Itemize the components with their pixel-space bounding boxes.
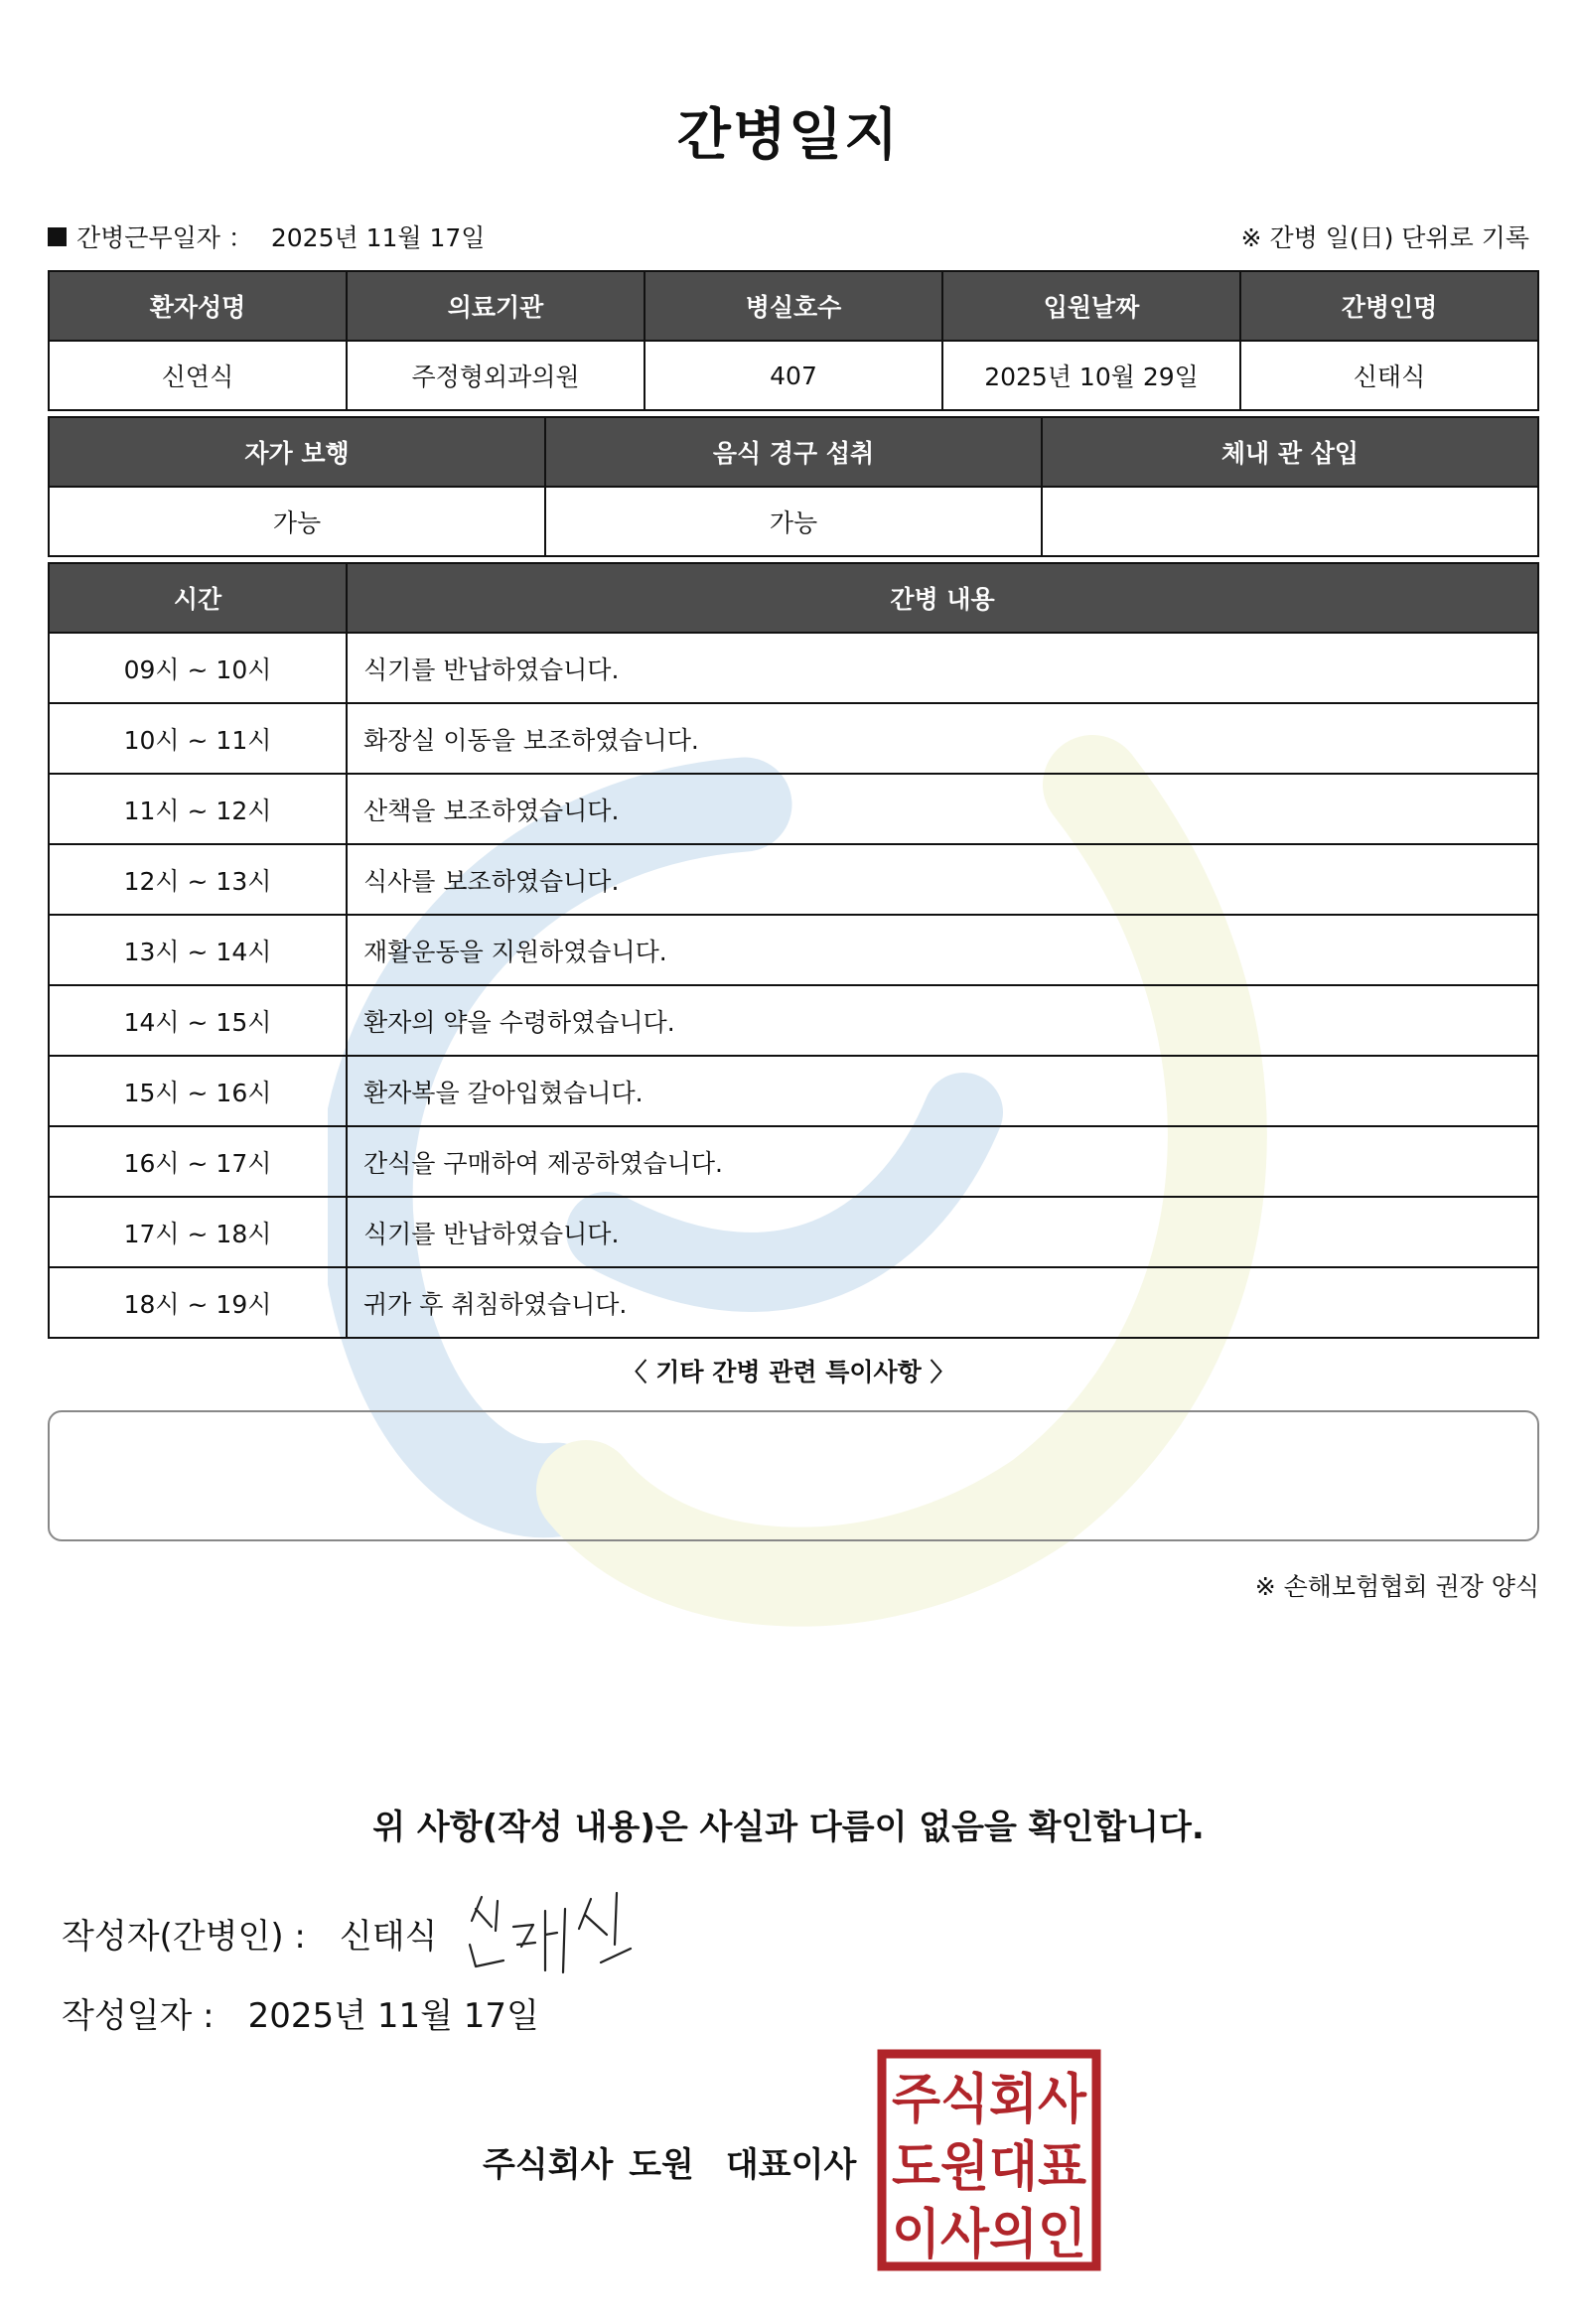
self-walking-value: 가능 — [49, 487, 545, 556]
care-log-table — [48, 562, 1539, 1339]
company-role: 대표이사 — [725, 2145, 857, 2185]
time-cell: 13시 ~ 14시 — [49, 915, 347, 985]
company-seal-stamp — [876, 2048, 1102, 2272]
svg-text:도원대표: 도원대표 — [892, 2135, 1086, 2198]
table-row — [49, 985, 1538, 1056]
time-cell: 12시 ~ 13시 — [49, 844, 347, 915]
table-row — [49, 633, 1538, 703]
table-row — [49, 1056, 1538, 1126]
content-cell: 재활운동을 지원하였습니다. — [347, 915, 1538, 985]
handwritten-signature — [452, 1887, 650, 1976]
content-cell: 간식을 구매하여 제공하였습니다. — [347, 1126, 1538, 1197]
content-cell: 환자의 약을 수령하였습니다. — [347, 985, 1538, 1056]
table-row — [49, 915, 1538, 985]
confirmation-statement: 위 사항(작성 내용)은 사실과 다름이 없음을 확인합니다. — [372, 1808, 1205, 1847]
content-cell: 환자복을 갈아입혔습니다. — [347, 1056, 1538, 1126]
svg-text:주식회사: 주식회사 — [892, 2068, 1087, 2130]
time-cell: 18시 ~ 19시 — [49, 1267, 347, 1338]
work-date — [48, 218, 485, 254]
time-cell: 17시 ~ 18시 — [49, 1197, 347, 1267]
status-table — [48, 416, 1539, 557]
time-cell: 09시 ~ 10시 — [49, 633, 347, 703]
company-name: 주식회사 도원 — [483, 2145, 694, 2185]
content-cell: 산책을 보조하였습니다. — [347, 774, 1538, 844]
header-hospital: 의료기관 — [347, 271, 645, 341]
content-cell: 식사를 보조하였습니다. — [347, 844, 1538, 915]
header-care-content: 간병 내용 — [347, 563, 1538, 633]
table-row — [49, 1126, 1538, 1197]
written-date-value: 2025년 11월 17일 — [247, 1996, 539, 2036]
special-notes-box — [48, 1410, 1539, 1541]
patient-table-row — [49, 341, 1538, 410]
header-patient-name: 환자성명 — [49, 271, 347, 341]
work-date-label: 간병근무일자 ： — [76, 223, 253, 252]
header-admission-date: 입원날짜 — [942, 271, 1240, 341]
time-cell: 11시 ~ 12시 — [49, 774, 347, 844]
content-cell: 화장실 이동을 보조하였습니다. — [347, 703, 1538, 774]
patient-table-header — [49, 271, 1538, 341]
time-cell: 15시 ~ 16시 — [49, 1056, 347, 1126]
table-row — [49, 844, 1538, 915]
admission-date: 2025년 10월 29일 — [942, 341, 1240, 410]
unit-note: ※ 간병 일(日) 단위로 기록 — [1240, 223, 1529, 252]
written-date-label: 작성일자 : — [62, 1996, 215, 2036]
square-bullet-icon — [48, 227, 67, 246]
company-signature — [483, 2137, 856, 2186]
table-row — [49, 703, 1538, 774]
table-row — [49, 774, 1538, 844]
header-self-walking: 자가 보행 — [49, 417, 545, 487]
time-cell: 10시 ~ 11시 — [49, 703, 347, 774]
header-tube-insertion: 체내 관 삽입 — [1042, 417, 1538, 487]
care-log-header — [49, 563, 1538, 633]
recommend-note: ※ 손해보험협회 권장 양식 — [1254, 1572, 1539, 1601]
special-notes-title: 〈 기타 간병 관련 특이사항 〉 — [622, 1358, 955, 1386]
header-oral-intake: 음식 경구 섭취 — [545, 417, 1042, 487]
hospital-name: 주정형외과의원 — [347, 341, 645, 410]
meta-row — [48, 217, 1529, 256]
status-table-header — [49, 417, 1538, 487]
patient-table — [48, 270, 1539, 411]
table-row — [49, 1197, 1538, 1267]
content-cell: 귀가 후 취침하였습니다. — [347, 1267, 1538, 1338]
time-cell: 16시 ~ 17시 — [49, 1126, 347, 1197]
work-date-value: 2025년 11월 17일 — [270, 223, 486, 252]
content-cell: 식기를 반납하였습니다. — [347, 1197, 1538, 1267]
writer-label: 작성자(간병인) : — [62, 1917, 306, 1957]
writer-name: 신태식 — [339, 1917, 438, 1957]
table-row — [49, 1267, 1538, 1338]
oral-intake-value: 가능 — [545, 487, 1042, 556]
room-number: 407 — [645, 341, 942, 410]
svg-text:이사의인: 이사의인 — [892, 2203, 1086, 2265]
header-room-number: 병실호수 — [645, 271, 942, 341]
caregiver-name: 신태식 — [1240, 341, 1538, 410]
header-time: 시간 — [49, 563, 347, 633]
time-cell: 14시 ~ 15시 — [49, 985, 347, 1056]
document-title: 간병일지 — [676, 103, 901, 168]
writer-row — [62, 1909, 437, 1958]
tube-insertion-value — [1042, 487, 1538, 556]
header-caregiver-name: 간병인명 — [1240, 271, 1538, 341]
status-table-row — [49, 487, 1538, 556]
content-cell: 식기를 반납하였습니다. — [347, 633, 1538, 703]
written-date-row — [62, 1988, 539, 2037]
patient-name: 신연식 — [49, 341, 347, 410]
